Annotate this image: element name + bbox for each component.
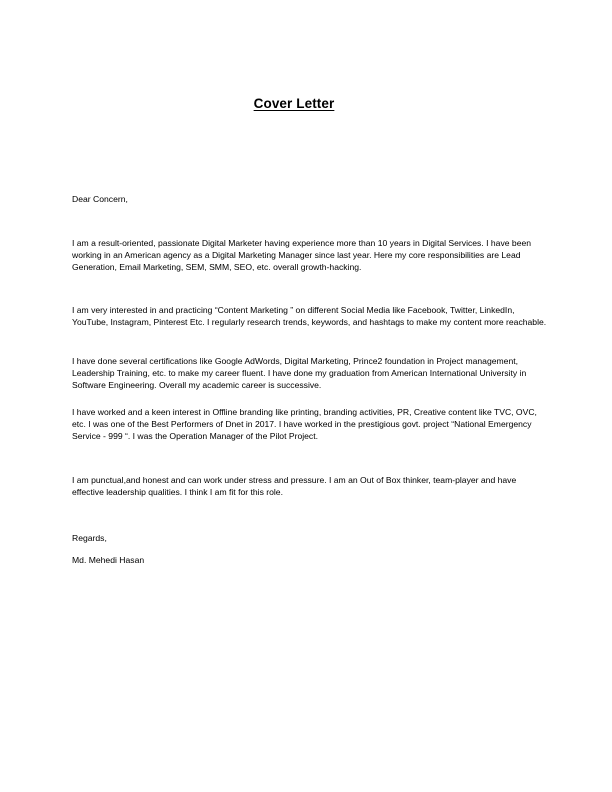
paragraph-offline-branding: I have worked and a keen interest in Offline branding like printing, branding activities, PR, Creative content like TVC, OVC, etc. I was one of the Best Performers of Dnet in 2017. I have worked in the prestigious govt. project “National Emergency Service - 999 “. I was the Operation Manager of the Pilot Project. bbox=[72, 407, 537, 442]
closing: Regards, bbox=[72, 533, 107, 543]
document-title: Cover Letter bbox=[253, 96, 335, 111]
paragraph-experience: I am a result-oriented, passionate Digital Marketer having experience more than 10 years in Digital Services. I have been working in an American agency as a Digital Marketing Manager since last year. Here my core responsibilities are Lead Generation, Email Marketing, SEM, SMM, SEO, etc. overall growth-hacking. bbox=[72, 238, 532, 273]
signature: Md. Mehedi Hasan bbox=[72, 555, 145, 565]
paragraph-content-marketing: I am very interested in and practicing “Content Marketing ” on different Social Media like Facebook, Twitter, LinkedIn, YouTube, Instagram, Pinterest Etc. I regularly research trends, keywords, and hashtags to make my content more reachable. bbox=[72, 305, 547, 328]
paragraph-certifications: I have done several certifications like Google AdWords, Digital Marketing, Prince2 foundation in Project management, Leadership Training, etc. to make my career fluent. I have done my graduation from American International University in Software Engineering. Overall my academic career is successive. bbox=[72, 356, 527, 391]
paragraph-personal-qualities: I am punctual,and honest and can work under stress and pressure. I am an Out of Box thinker, team-player and have effective leadership qualities. I think I am fit for this role. bbox=[72, 475, 517, 498]
salutation: Dear Concern, bbox=[72, 194, 128, 204]
